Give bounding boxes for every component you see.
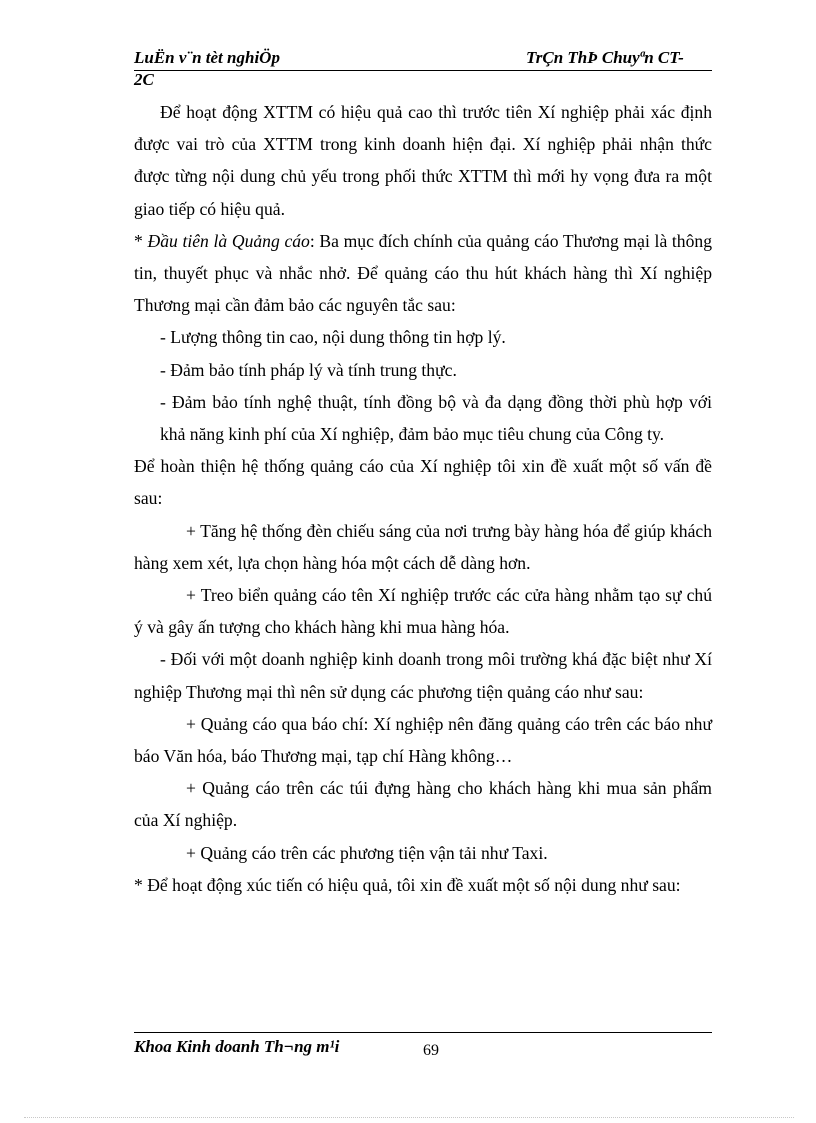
footer-faculty: Khoa Kinh doanh Th¬ng m¹i xyxy=(134,1037,340,1056)
media-transport: + Quảng cáo trên các phương tiện vận tải như Taxi. xyxy=(186,842,548,863)
page-bottom-border xyxy=(24,1117,794,1118)
paragraph-media: - Đối với một doanh nghiệp kinh doanh trong môi trường khá đặc biệt như Xí nghiệp Thương mại thì nên sử dụng các phương tiện quảng cáo như sau: xyxy=(134,649,712,702)
paragraph-intro: Để hoạt động XTTM có hiệu quả cao thì trước tiên Xí nghiệp phải xác định được vai trò của XTTM trong kinh doanh hiện đại. Xí nghiệp phải nhận thức được từng nội dung chủ yếu trong phối thức XTTM thì mới hy vọng đưa ra một giao tiếp có hiệu quả. xyxy=(134,102,712,219)
media-bags: + Quảng cáo trên các túi đựng hàng cho khách hàng khi mua sản phẩm của Xí nghiệp. xyxy=(134,778,712,831)
header-rule xyxy=(134,70,712,71)
principle-item-3: - Đảm bảo tính nghệ thuật, tính đồng bộ và đa dạng đồng thời phù hợp với khả năng kinh phí của Xí nghiệp, đảm bảo mục tiêu chung của Công ty. xyxy=(160,391,712,445)
header-class-code: 2C xyxy=(134,70,154,89)
media-press: + Quảng cáo qua báo chí: Xí nghiệp nên đăng quảng cáo trên các báo như báo Văn hóa, báo Thương mại, tạp chí Hàng không… xyxy=(134,713,712,767)
paragraph-promotion: * Để hoạt động xúc tiến có hiệu quả, tôi xin đề xuất một số nội dung như sau: xyxy=(134,874,681,895)
proposal-signboard: + Treo biển quảng cáo tên Xí nghiệp trước các cửa hàng nhằm tạo sự chú ý và gây ấn tượng cho khách hàng khi mua hàng hóa. xyxy=(134,585,712,638)
paragraph-advertising xyxy=(134,225,712,322)
advertising-heading: Đầu tiên là Quảng cáo xyxy=(147,230,310,251)
paragraph-proposal: Để hoàn thiện hệ thống quảng cáo của Xí nghiệp tôi xin đề xuất một số vấn đề sau: xyxy=(134,456,712,509)
header-thesis-title: LuËn v¨n tèt nghiÖp xyxy=(134,48,280,67)
body-text xyxy=(134,96,712,901)
advertising-text: : Ba mục đích chính của quảng cáo Thương mại là thông tin, thuyết phục và nhắc nhở. Để quảng cáo thu hút khách hàng thì Xí nghiệp Thương mại cần đảm bảo các nguyên tắc sau: xyxy=(134,230,712,316)
bullet-star: * xyxy=(134,230,148,251)
proposal-lighting: + Tăng hệ thống đèn chiếu sáng của nơi trưng bày hàng hóa để giúp khách hàng xem xét, lựa chọn hàng hóa một cách dễ dàng hơn. xyxy=(134,520,712,573)
footer-rule xyxy=(134,1032,712,1033)
principle-item-1: - Lượng thông tin cao, nội dung thông tin hợp lý. xyxy=(160,327,506,348)
page-number: 69 xyxy=(423,1042,439,1059)
principle-item-2: - Đảm bảo tính pháp lý và tính trung thực. xyxy=(160,359,457,380)
header-author: TrÇn ThÞ Chuyªn CT- xyxy=(526,48,684,67)
